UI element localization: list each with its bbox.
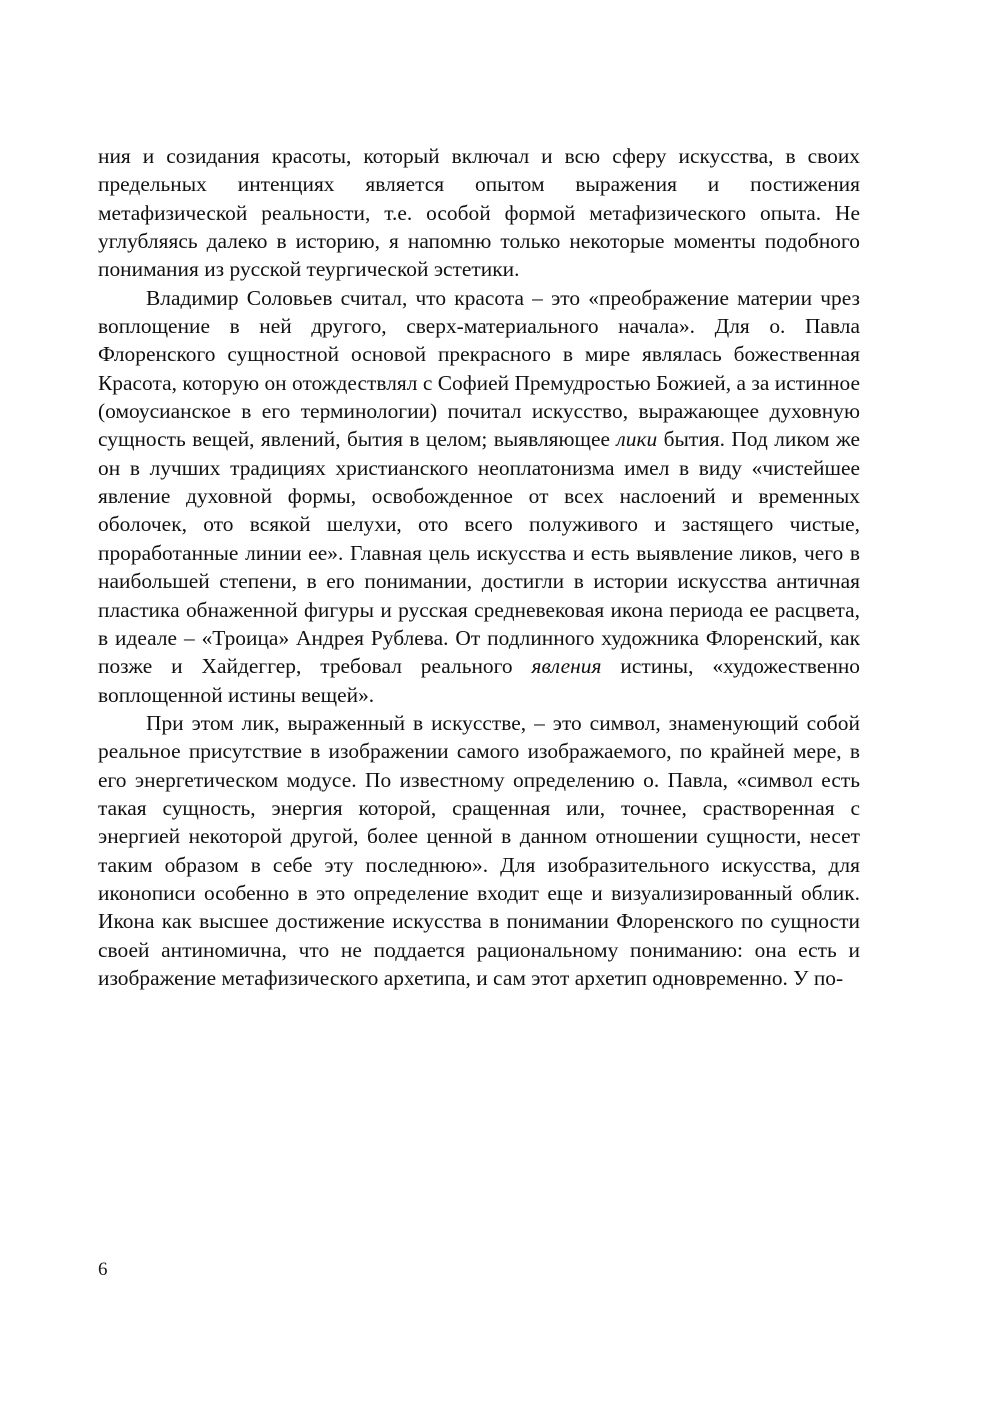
emphasis-liki: лики (616, 427, 658, 452)
page-number: 6 (98, 1259, 108, 1280)
page-text-body (98, 142, 860, 992)
paragraph-solovyov-part-1: Владимир Соловьев считал, что красота – это «преображение материи чрез воплощение в ней другого, сверх-материального начала». Для о. Павла Флоренского сущностной основой прекрасного в мире являлась божественная Красота, которую он отождествлял с Софией Премудростью Божией, а за истинное (омоусианское в его терминологии) почитал искусство, выражающее духовную сущность вещей, явлений, бытия в целом; выявляющее (98, 285, 860, 452)
paragraph-symbol: При этом лик, выраженный в искусстве, – это символ, знаменующий собой реальное присутствие в изображении самого изображаемого, по крайней мере, в его энергетическом модусе. По известному определению о. Павла, «символ есть такая сущность, энергия которой, сращенная или, точнее, срастворенная с энергией некоторой другой, более ценной в данном отношении сущности, несет таким образом в себе эту последнюю». Для изобразительного искусства, для иконописи особенно в это определение входит еще и визуализированный облик. Икона как высшее достижение искусства в понимании Флоренского по сущности своей антиномична, что не поддается рациональному пониманию: она есть и изображение метафизического архетипа, и сам этот архетип одновременно. У по- (98, 710, 860, 990)
paragraph-solovyov-part-2: бытия. Под ликом же он в лучших традициях христианского неоплатонизма имел в виду «чистейшее явление духовной формы, освобожденное от всех наслоений и временных оболочек, ото всякой шелухи, ото всего полуживого и застящего чистые, проработанные линии ее». Главная цель искусства и есть выявление ликов, чего в наибольшей степени, в его понимании, достигли в истории искусства античная пластика обнаженной фигуры и русская средневековая икона периода ее расцвета, в идеале – «Троица» Андрея Рублева. От подлинного художника Флоренский, как позже и Хайдеггер, требовал реального (98, 427, 860, 679)
paragraph-solovyov-part-3: истины, «художественно воплощенной истины вещей». (98, 654, 860, 707)
emphasis-yavleniya: явления (531, 654, 602, 679)
paragraph-continued: ния и созидания красоты, который включал и всю сферу искусства, в своих предельных интенциях является опытом выражения и постижения метафизической реальности, т.е. особой формой метафизического опыта. Не углубляясь далеко в историю, я напомню только некоторые моменты подобного понимания из русской теургической эстетики. (98, 144, 860, 282)
paragraph-solovyov (98, 284, 860, 709)
